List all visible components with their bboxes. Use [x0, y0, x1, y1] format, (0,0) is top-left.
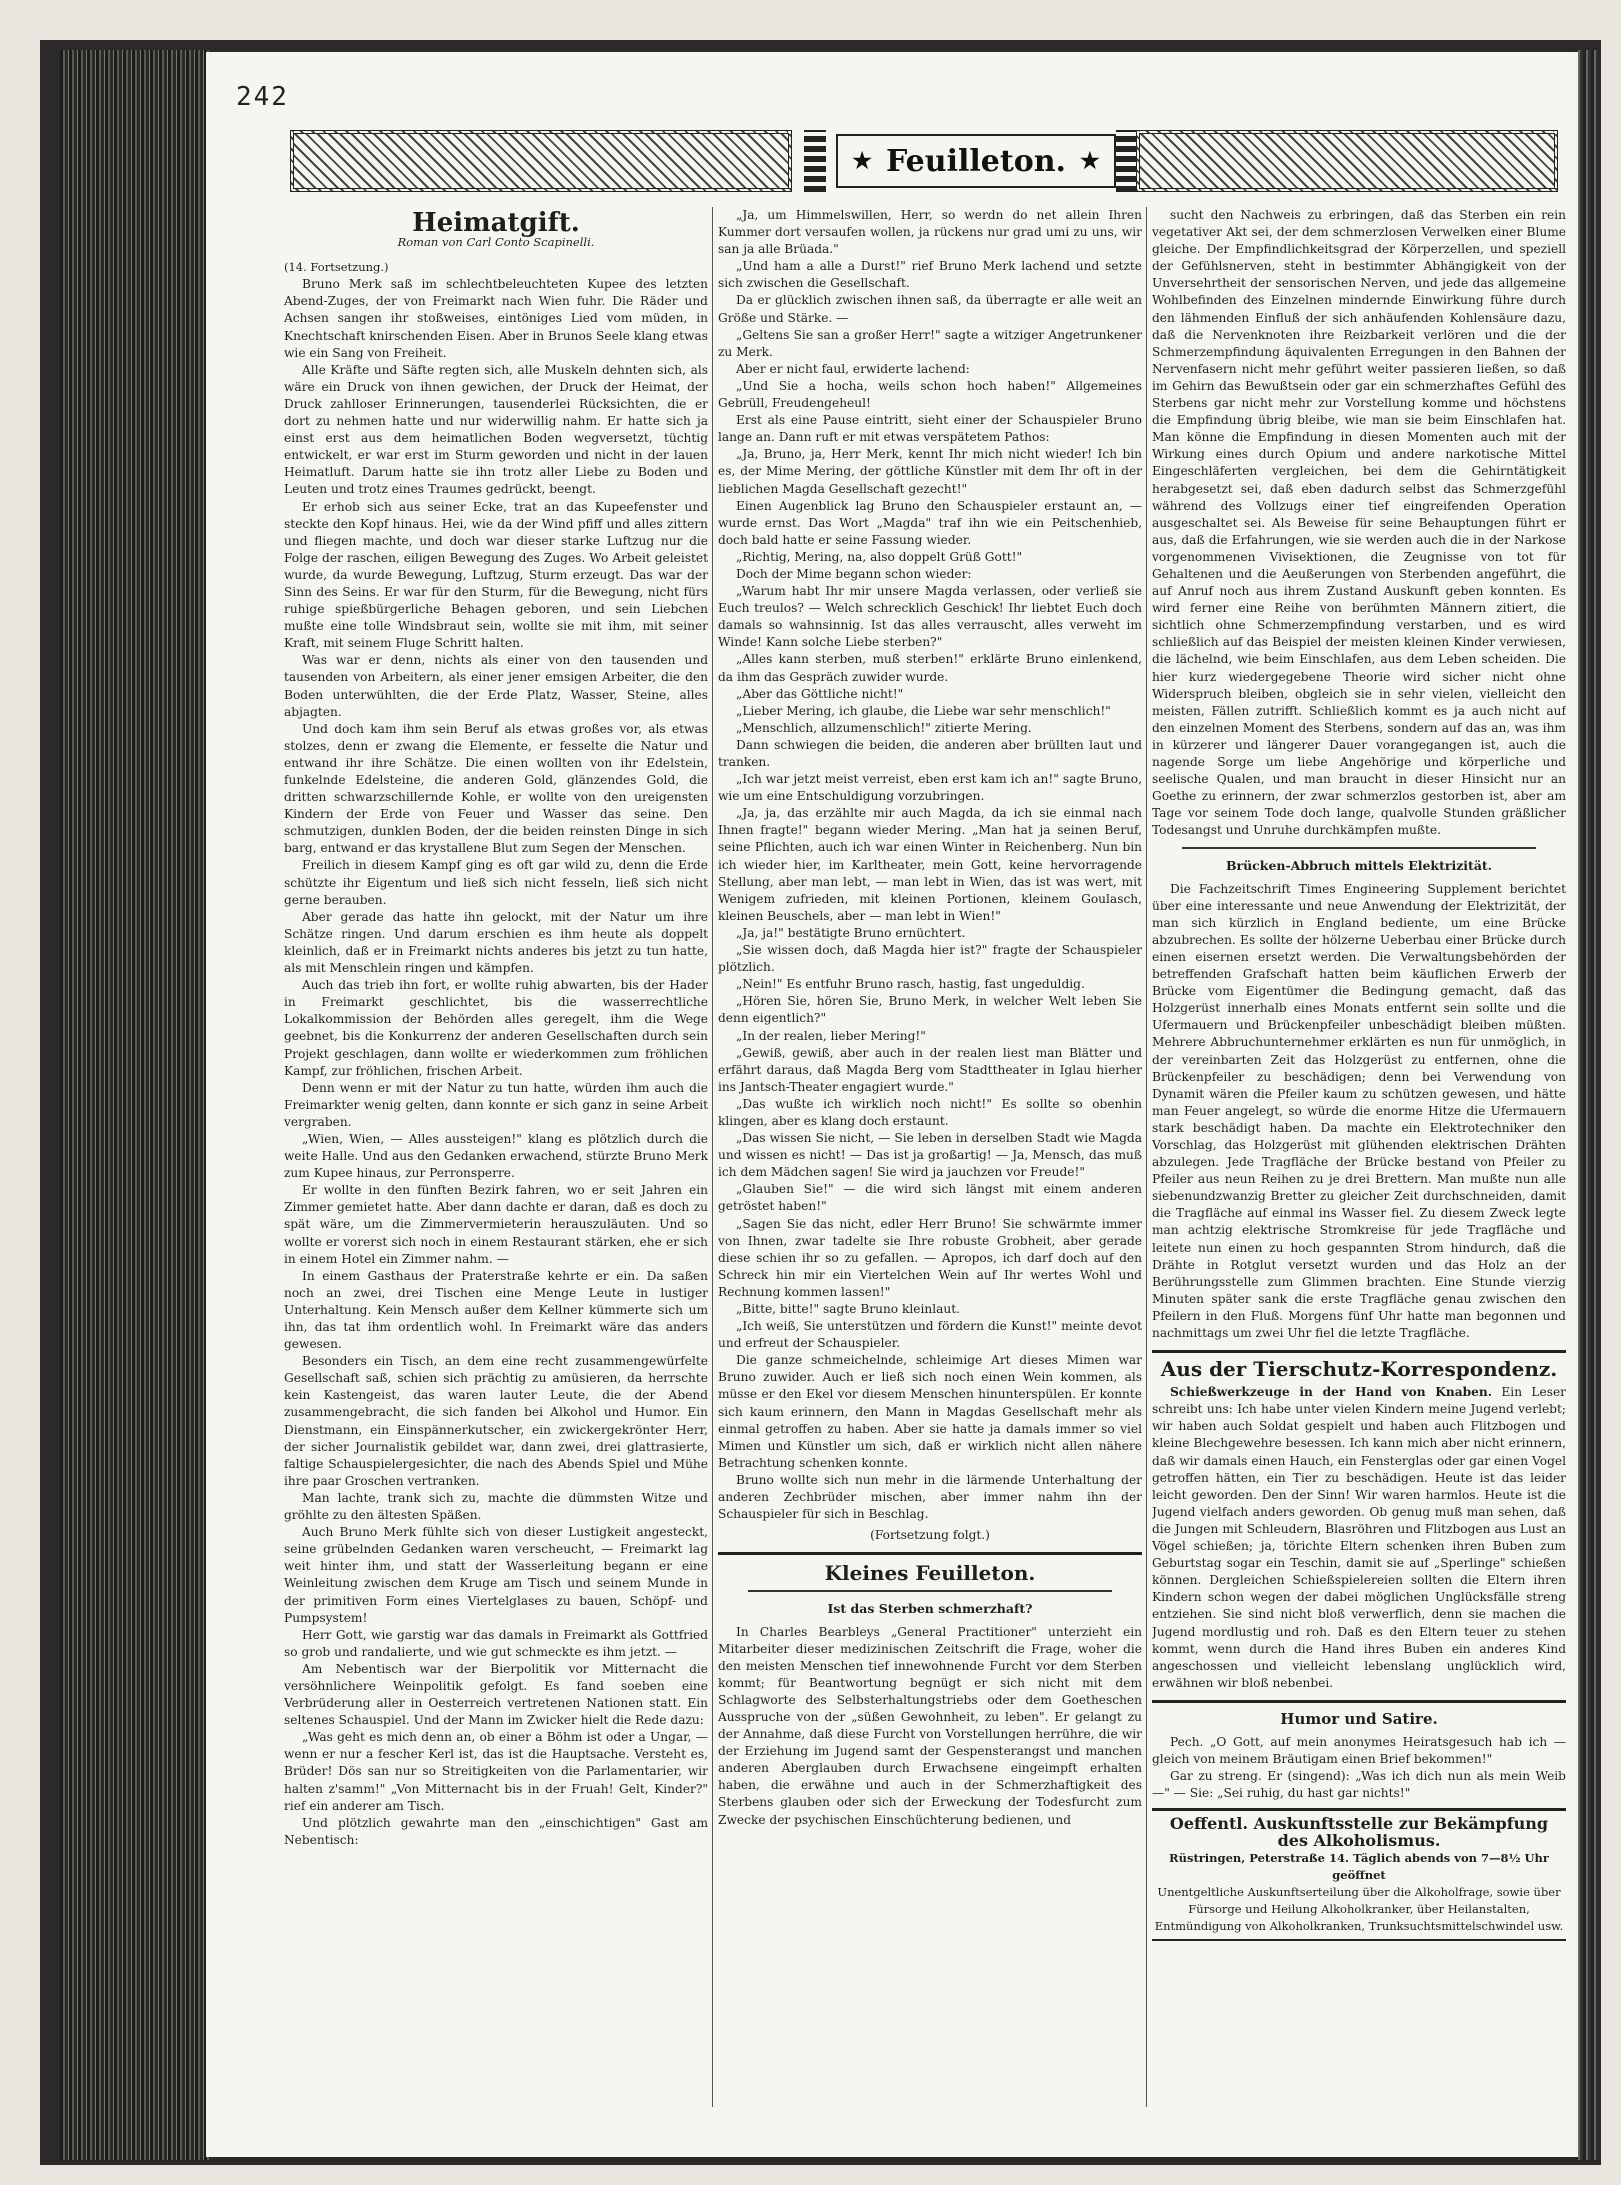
- paragraph: Aber gerade das hatte ihn gelockt, mit der Natur um ihre Schätze ringen. Und darum erschien es ihm heute als doppelt kleinlich, daß er in Freimarkt nichts anderes bis jetzt zu tun hatte, als mit Menschlein ringen und kämpfen.: [284, 909, 708, 976]
- page-stack-right-edge: [1575, 50, 1597, 2160]
- ornament-right: [1136, 130, 1558, 192]
- tierschutz-body: Ein Leser schreibt uns: Ich habe unter vielen Kindern meine Jugend verlebt; wir haben auch Soldat gespielt und haben auch Flitzbogen und kleine Blechgewehre besessen. Ich kann mich aber nicht erinnern, daß wir damals einen Hauch, ein Fensterglas oder gar einen Vogel getroffen hätten, ein Tier zu beschädigen. Heute ist das leider leicht geworden. Den der Sinn! Wir waren harmlos. Heute ist die Jugend vielfach anders geworden. Ob genug muß man sehen, daß die Jungen mit Schleudern, Blasröhren und Flitzbogen aus Lust an Vögel schießen; ja, törichte Eltern schenken ihren Buben zum Geburtstag sogar ein Teschin, damit sie auf „Sperlinge" schießen können. Dergleichen Schießspielereien sollten die Eltern ihren Kindern schon wegen der dabei möglichen Unglücksfälle streng entziehen. Sie sind nicht bloß verwerflich, denn sie machen die Jugend mordlustig und roh. Daß es den Eltern teuer zu stehen kommt, wenn durch die Hand ihres Buben ein anderes Kind angeschossen und vielleicht lebenslang unglücklich wird, erwähnen wir bloß nebenbei.: [1152, 1385, 1566, 1690]
- paragraph: Er wollte in den fünften Bezirk fahren, wo er seit Jahren ein Zimmer gemietet hatte. Aber dann dachte er daran, daß es doch zu spät wäre, um die Zimmervermieterin herauszuläuten. Und so wollte er vorerst sich noch in einem Restaurant stärken, ehe er sich in einem Hotel ein Zimmer nahm. —: [284, 1183, 708, 1266]
- ornament-post-right: [1116, 130, 1138, 192]
- paragraph: Die Fachzeitschrift Times Engineering Supplement berichtet über eine interessante und neue Anwendung der Elektrizität, der man sich kürzlich in England bediente, um eine Brücke abzubrechen. Es sollte der hölzerne Ueberbau einer Brücke durch einen eisernen ersetzt werden. Die Verwaltungsbehörden der betreffenden Grafschaft hatten beim käuflichen Erwerb der Brücke vom Eigentümer die Bedingung gemacht, daß das Holzgerüst innerhalb eines Monats entfernt sein sollte und die Ufermauern und Brückenpfeiler unbeschädigt bleiben müßten. Mehrere Abbruchunternehmer erklärten es nun für unmöglich, in der vereinbarten Zeit das Holzgerüst zu entfernen, ohne die Brückenpfeiler zu beschädigen; denn bei Verwendung von Dynamit wären die Pfeiler kaum zu schützen gewesen, und hätte man Feuer angelegt, so würde die enorme Hitze die Ufermauern stark beschädigt haben. Da machte ein Elektrotechniker den Vorschlag, das Holzgerüst mit glühenden elektrischen Drähten abzulegen. Jede Tragfläche der Brücke bestand von Pfeiler zu Pfeiler aus neun Reihen zu je drei Brettern. Man mußte nun alle siebenundzwanzig Bretter zu gleicher Zeit durchschneiden, damit die Tragfläche auf einmal ins Wasser fiel. Zu diesem Zweck legte man achtzig elektrische Stromkreise für jede Tragfläche und leitete nun einen zu hoch gespannten Strom hindurch, daß die Drähte in Rotglut versetzt wurden und das Holz an der Berührungsstelle zum Glimmen brachten. Eine Stunde vierzig Minuten später sank die erste Tragfläche genau zwischen den Pfeilern in den Fluß. Morgens fünf Uhr hatte man begonnen und nachmittags um zwei Uhr fiel die letzte Tragfläche.: [1152, 881, 1566, 1340]
- ornament-left: [290, 130, 792, 192]
- paragraph: „Ich war jetzt meist verreist, eben erst kam ich an!" sagte Bruno, wie um eine Entschuldigung vorzubringen.: [718, 772, 1142, 804]
- column-rule: [1146, 207, 1147, 2107]
- installment-note: (14. Fortsetzung.): [284, 260, 389, 275]
- paragraph: Bruno wollte sich nun mehr in die lärmende Unterhaltung der anderen Zechbrüder mischen, aber immer nahm ihn der Schauspieler für sich in Beschlag.: [718, 1472, 1142, 1522]
- paragraph: Was war er denn, nichts als einer von den tausenden und tausenden von Arbeitern, als einer jener emsigen Arbeiter, die den Boden unterwühlten, die der Erde Platz, Wasser, Steine, alles abjagten.: [284, 653, 708, 719]
- paragraph: „Richtig, Mering, na, also doppelt Grüß Gott!": [736, 549, 1023, 564]
- section-title: Feuilleton.: [886, 143, 1066, 179]
- paragraph: Bruno Merk saß im schlechtbeleuchteten Kupee des letzten Abend-Zuges, der von Freimarkt nach Wien fuhr. Die Räder und Achsen sangen ihr stoßweises, eintöniges Lied vom müden, in Knechtschaft knirschenden Eisen. Aber in Brunos Seele klang etwas wie ein Sang von Freiheit.: [284, 277, 708, 360]
- paragraph: Doch der Mime begann schon wieder:: [736, 566, 972, 581]
- article-title-sterben: Ist das Sterben schmerzhaft?: [827, 1601, 1033, 1617]
- humor-item: Pech. „O Gott, auf mein anonymes Heiratsgesuch hab ich — gleich von meinem Bräutigam einen Brief bekommen!": [1152, 1734, 1566, 1767]
- star-icon: ★: [1079, 148, 1100, 174]
- page-number: 242: [236, 82, 289, 112]
- paragraph: Freilich in diesem Kampf ging es oft gar wild zu, denn die Erde schützte ihr Eigentum und ließ sich nicht fesseln, ließ sich nicht gerne berauben.: [284, 858, 708, 907]
- divider: [1152, 1350, 1566, 1353]
- novel-byline: Roman von Carl Conto Scapinelli.: [397, 235, 595, 250]
- paragraph: Die ganze schmeichelnde, schleimige Art dieses Mimen war Bruno zuwider. Auch er ließ sich noch einen Wein kommen, als müsse er den Ekel vor diesem Menschen hinunterspülen. Er konnte sich kaum erinnern, den Mann in Magdas Gesellschaft mehr als einmal getroffen zu haben. Aber sie hatte ja damals immer so viel Mimen und Künstler um sich, daß er wirklich nicht allen nähere Betrachtung schenken konnte.: [718, 1353, 1142, 1470]
- divider: [1182, 847, 1536, 849]
- continuation-note: (Fortsetzung folgt.): [870, 1528, 990, 1543]
- column-2: [718, 207, 1142, 2112]
- paragraph: Da er glücklich zwischen ihnen saß, da überragte er alle weit an Größe und Stärke. —: [718, 293, 1142, 325]
- paragraph: Er erhob sich aus seiner Ecke, trat an das Kupeefenster und steckte den Kopf hinaus. Hei, wie da der Wind pfiff und alles zittern und fliegen machte, und doch war dieser starke Luftzug nur die Folge der raschen, eiligen Bewegung des Zuges. Wo Arbeit geleistet wurde, da wurde Bewegung, Luftzug, Sturm erzeugt. Das war der Sinn des Seins. Er war für den Sturm, für die Bewegung, nicht fürs ruhige spießbürgerliche Behagen geboren, und sein Liebchen mußte eine tolle Windsbraut sein, wollte sie mit ihm, mit seiner Kraft, mit seinem Fluge Schritt halten.: [284, 499, 708, 651]
- paragraph: Auch das trieb ihn fort, er wollte ruhig abwarten, bis der Hader in Freimarkt geschlichtet, bis die wasserrechtliche Lokalkommission der Behörden alles geregelt, ihm die Wege geebnet, bis die Konkurrenz der anderen Gesellschaften durch sein Projekt geschlagen, dann wollte er wiederkommen zum fröhlichen Kampf, zur fröhlichen, frischen Arbeit.: [284, 978, 708, 1078]
- paragraph: Besonders ein Tisch, an dem eine recht zusammengewürfelte Gesellschaft saß, schien sich prächtig zu amüsieren, da herrschte kein Kastengeist, das waren lauter Leute, die der Abend zusammengebracht, die sich fanden bei Alkohol und Humor. Ein Dienstmann, ein Einspännerkutscher, ein zwickergekrönter Herr, der sicher Journalistik gebildet war, dann zwei, drei glattrasierte, faltige Schauspielergesichter, die nach des Abends Spiel und Mühe ihre paar Groschen vertranken.: [284, 1354, 708, 1488]
- article-text-sterben: [718, 1624, 1142, 1829]
- ad-address: Rüstringen, Peterstraße 14. Täglich abends von 7—8½ Uhr geöffnet: [1169, 1850, 1549, 1882]
- column-1: [284, 207, 708, 2112]
- paragraph: „Menschlich, allzumenschlich!" zitierte Mering.: [736, 720, 1032, 735]
- paragraph: „Das wußte ich wirklich noch nicht!" Es sollte so obenhin klingen, aber es klang doch erstaunt.: [718, 1096, 1142, 1128]
- paragraph: „Ja, Bruno, ja, Herr Merk, kennt Ihr mich nicht wieder! Ich bin es, der Mime Mering, der göttliche Künstler mit dem Ihr oft in der lieblichen Magda Gesellschaft gezecht!": [718, 447, 1142, 496]
- paragraph: „Alles kann sterben, muß sterben!" erklärte Bruno einlenkend, da ihm das Gespräch zuwider wurde.: [718, 652, 1142, 684]
- section-header: [836, 134, 1116, 188]
- paragraph: Auch Bruno Merk fühlte sich von dieser Lustigkeit angesteckt, seine grübelnden Gedanken waren verscheucht, — Freimarkt lag weit hinter ihm, und statt der Wasserleitung begann er eine Weinleitung zwischen dem Kruge am Tisch und seinem Munde in der primitiven Form eines Viertelglases zu bauen, Schöpf- und Pumpsystem!: [284, 1525, 708, 1625]
- paragraph: „Sie wissen doch, daß Magda hier ist?" fragte der Schauspieler plötzlich.: [718, 943, 1142, 975]
- tierschutz-text: [1152, 1384, 1566, 1692]
- paragraph: „Ich weiß, Sie unterstützen und fördern die Kunst!" meinte devot und erfreut der Schauspieler.: [718, 1319, 1142, 1351]
- paragraph: In Charles Bearbleys „General Practitioner" unterzieht ein Mitarbeiter dieser medizinischen Zeitschrift die Frage, woher die den meisten Menschen tief innewohnende Furcht vor dem Sterben kommt; für Beantwortung begnügt er sich nicht mit dem Schlagworte des Selbsterhaltungstriebs oder dem Goetheschen Ausspruche von der „süßen Gewohnheit, zu leben". Er gelangt zu der Annahme, daß diese Furcht von Vorstellungen herrühre, die wir der Erziehung im Jugend samt der Gespensterangst und manchen anderen Aberglauben durch Erwachsene eingeimpft erhalten haben, die erwähne und auch in der Schmerzhaftigkeit des Sterbens glauben oder sich der Erweckung der Todesfurcht zum Zwecke der psychischen Einschüchterung bedienen, und: [718, 1624, 1142, 1827]
- paragraph: „Hören Sie, hören Sie, Bruno Merk, in welcher Welt leben Sie denn eigentlich?": [718, 994, 1142, 1026]
- paragraph: sucht den Nachweis zu erbringen, daß das Sterben ein rein vegetativer Akt sei, der dem schmerzlosen Verwelken einer Blume gleiche. Der Empfindlichkeitsgrad der Körperzellen, und speziell der Gefühlsnerven, steht in bestimmter Abhängigkeit von der Unversehrtheit der sensorischen Nerven, und jede das allgemeine Wohlbefinden des Einzelnen mindernde Einwirkung führe durch den lähmenden Einfluß der sich anhäufenden Kohlensäure dazu, daß die Nervenknoten ihre Reizbarkeit verlören und die der Schmerzempfindung äquivalenten Erregungen in den Bahnen der Nervenfasern nicht mehr geführt weiter passieren ließen, so daß im Gehirn das Bewußtsein oder gar ein schmerzhaftes Gefühl des Sterbens gar nicht mehr zur Vorstellung komme und höchstens die Empfindung übrig bleibe, wie man sie beim Einschlafen hat. Man könne die Empfindung in diesen Momenten auch mit der Wirkung eines durch Opium und andere narkotische Mittel Eingeschläferten vergleichen, bei dem die Gehirntätigkeit herabgesetzt sei, daß eben dadurch selbst das Schmerzgefühl während des Vollzugs einer tief eingreifenden Operation ausgeschaltet sei. Als Beweise für seine Behauptungen führt er aus, daß die Erfahrungen, wie sie werden auch die in der Narkose vorgenommenen Vivisektionen, die Zeugnisse von tot für Gehaltenen und die Aeußerungen von Sterbenden angeführt, die auf Anruf noch aus ihrem Zustand Auskunft geben konnten. Es wird ferner eine Reihe von berühmten Männern zitiert, die sichtlich ohne Schmerzempfindung verstarben, und es wird schließlich auf das Beispiel der meisten kleinen Kinder verwiesen, die lächelnd, wie beim Einschlafen, aus dem Leben scheiden. Die hier kurz wiedergegebene Theorie wird sicher nicht ohne Widerspruch bleiben, obgleich sie in sehr vielen, vielleicht den meisten, Fällen zutrifft. Schließlich kommt es ja auch nicht auf den einzelnen Moment des Sterbens, sondern auf das an, was ihm in kürzerer und längerer Dauer vorangegangen ist, auch die nagende Sorge um liebe Angehörige und körperliche und seelische Qualen, und man braucht in dieser Hinsicht nur an Goethe zu erinnern, der zwar schmerzlos gestorben ist, aber am Tage vor seinem Tode doch lange, qualvolle Stunden gräßlicher Todesangst und Unruhe durchkämpfen mußte.: [1152, 208, 1566, 838]
- paragraph: „Das wissen Sie nicht, — Sie leben in derselben Stadt wie Magda und wissen es nicht! — Das ist ja großartig! — Ja, Mensch, das muß ich dem Mädchen sagen! Sie wird ja jauchzen vor Freude!": [718, 1131, 1142, 1180]
- novel-text: [284, 276, 708, 1849]
- advertisement: [1152, 1808, 1566, 1941]
- paragraph: Am Nebentisch war der Bierpolitik vor Mitternacht die versöhnlichere Weinpolitik gefolgt. Es fand soeben eine Verbrüderung aller in Oesterreich vertretenen Nationen statt. Ein seltenes Schauspiel. Und der Mann im Zwicker hielt die Rede dazu:: [284, 1661, 708, 1728]
- ornament-post-left: [804, 130, 826, 192]
- paragraph: Erst als eine Pause eintritt, sieht einer der Schauspieler Bruno lange an. Dann ruft er mit etwas verspätetem Pathos:: [718, 413, 1142, 445]
- kleines-feuilleton-title: Kleines Feuilleton.: [824, 1561, 1036, 1586]
- paragraph: Herr Gott, wie garstig war das damals in Freimarkt als Gottfried so grob und randalierte, und wie gut schmeckte es ihm jetzt. —: [284, 1627, 708, 1659]
- column-rule: [712, 207, 713, 2107]
- paragraph: Alle Kräfte und Säfte regten sich, alle Muskeln dehnten sich, als wäre ein Druck von ihnen gewichen, der Druck der Heimat, der Druck zahlloser Erinnerungen, tausenderlei Rücksichten, die er dort zu nehmen hatte und nur widerwillig nahm. Er hatte sich ja einst erst aus dem heimatlichen Boden wegversetzt, tüchtig entwickelt, er war erst im Sturm geworden und nicht in der lauen Heimatluft. Darum hatte sie ihn trotz aller Liebe zu Boden und Leuten und trotz eines Traumes gedrückt, beengt.: [284, 362, 708, 497]
- paragraph: „Und ham a alle a Durst!" rief Bruno Merk lachend und setzte sich zwischen die Gesellschaft.: [718, 259, 1142, 291]
- paragraph: „Und Sie a hocha, weils schon hoch haben!" Allgemeines Gebrüll, Freudengeheul!: [718, 378, 1142, 411]
- paragraph: „Aber das Göttliche nicht!": [736, 686, 904, 701]
- article-text-bruecke: [1152, 881, 1566, 1343]
- novel-text-continued: [718, 207, 1142, 1523]
- paragraph: „Wien, Wien, — Alles aussteigen!" klang es plötzlich durch die weite Halle. Und aus den Gedanken erwachend, stürzte Bruno Merk zum Kupee hinaus, zur Perronsperre.: [284, 1131, 708, 1181]
- newspaper-page: [206, 52, 1578, 2157]
- article-title-bruecke: Brücken-Abbruch mittels Elektrizität.: [1225, 858, 1493, 874]
- paragraph: „Ja, ja, das erzählte mir auch Magda, da ich sie einmal nach Ihnen fragte!" begann wieder Mering. „Man hat ja seinen Beruf, seine Pflichten, auch ich war einen Winter in Reichenberg. Nun bin ich wieder hier, im Karltheater, mein Gott, keine hervorragende Stellung, aber man lebt, — man lebt in Wien, das ist was wert, mit Wenigem zufrieden, mit kleinen Portionen, kleinem Goulasch, kleinen Beuschels, aber — man lebt in Wien!": [718, 806, 1142, 923]
- star-icon: ★: [852, 148, 873, 174]
- paragraph: „Bitte, bitte!" sagte Bruno kleinlaut.: [736, 1302, 961, 1316]
- paragraph: „In der realen, lieber Mering!": [736, 1028, 926, 1043]
- column-3: [1152, 207, 1566, 2112]
- paragraph: Und plötzlich gewahrte man den „einschichtigen" Gast am Nebentisch:: [284, 1815, 708, 1847]
- paragraph: „Glauben Sie!" — die wird sich längst mit einem anderen getröstet haben!": [718, 1182, 1142, 1214]
- novel-title: Heimatgift.: [412, 208, 580, 238]
- divider: [1152, 1700, 1566, 1703]
- ad-title: Oeffentl. Auskunftsstelle zur Bekämpfung des Alkoholismus.: [1169, 1814, 1549, 1851]
- humor-item: Gar zu streng. Er (singend): „Was ich dich nun als mein Weib —" — Sie: „Sei ruhig, du hast gar nichts!": [1152, 1769, 1566, 1801]
- paragraph: „Lieber Mering, ich glaube, die Liebe war sehr menschlich!": [736, 703, 1111, 718]
- paragraph: „Warum habt Ihr mir unsere Magda verlassen, oder verließ sie Euch treulos? — Welch schrecklich Geschick! Ihr liebtet Euch doch damals so wahnsinnig. Ist das alles verrauscht, alles verweht im Winde! Kann solche Liebe sterben?": [718, 584, 1142, 650]
- tierschutz-title: Aus der Tierschutz-Korrespondenz.: [1160, 1357, 1558, 1382]
- paragraph: Und doch kam ihm sein Beruf als etwas großes vor, als etwas stolzes, denn er zwang die Elemente, er fesselte die Natur und entwand ihr ihre Schätze. Die einen wollten von ihr Edelstein, funkelnde Edelsteine, die anderen Gold, glänzendes Gold, die dritten schwarzschillernde Kohle, er wollte von den ureigensten Kindern der Erde von Feuer und Wasser das seine. Den schmutzigen, dunklen Boden, der die beiden reinsten Dinge in sich barg, entwand er das krystallene Blut zum Segen der Menschen.: [284, 721, 708, 856]
- article-text-sterben-continued: [1152, 207, 1566, 839]
- paragraph: Aber er nicht faul, erwiderte lachend:: [736, 361, 970, 376]
- paragraph: Einen Augenblick lag Bruno den Schauspieler erstaunt an, — wurde ernst. Das Wort „Magda" traf ihn wie ein Peitschenhieb, doch bald hatte er seine Fassung wieder.: [718, 498, 1142, 547]
- paragraph: Man lachte, trank sich zu, machte die dümmsten Witze und gröhlte zu den ältesten Späßen.: [284, 1490, 708, 1523]
- paragraph: „Sagen Sie das nicht, edler Herr Bruno! Sie schwärmte immer von Ihnen, zwar tadelte sie Ihre robuste Grobheit, aber gerade diese schien ihr so zu gefallen. — Apropos, ich darf doch auf den Schreck hin mir ein Viertelchen Wein auf Ihr wertes Wohl und Rechnung kommen lassen!": [718, 1216, 1142, 1299]
- divider: [748, 1590, 1112, 1592]
- paragraph: „Ja, um Himmelswillen, Herr, so werdn do net allein Ihren Kummer dort versaufen wollen, ja rückens nur grad umi zu uns, wir san ja alle Brüada.": [718, 208, 1142, 257]
- paragraph: „Geltens Sie san a großer Herr!" sagte a witziger Angetrunkener zu Merk.: [718, 327, 1142, 359]
- paragraph: In einem Gasthaus der Praterstraße kehrte er ein. Da saßen noch an zwei, drei Tischen eine Menge Leute in lustiger Unterhaltung. Kein Mensch außer dem Kellner kümmerte sich um ihn, das tat ihm ordentlich wohl. In Freimarkt wäre das anders gewesen.: [284, 1268, 708, 1352]
- humor-items: [1152, 1734, 1566, 1802]
- tierschutz-lead: Schießwerkzeuge in der Hand von Knaben.: [1170, 1385, 1493, 1400]
- page-stack-edge: [60, 50, 210, 2160]
- ad-text: Unentgeltliche Auskunftserteilung über die Alkoholfrage, sowie über Fürsorge und Heilung Alkoholkranker, über Heilanstalten, Entmündigung von Alkoholkranken, Trunksuchtsmittelschwindel usw.: [1154, 1884, 1564, 1933]
- paragraph: „Gewiß, gewiß, aber auch in der realen liest man Blätter und erfährt daraus, daß Magda Berg vom Stadttheater in Iglau hierher ins Jantsch-Theater engagiert wurde.": [718, 1045, 1142, 1094]
- paragraph: „Ja, ja!" bestätigte Bruno ernüchtert.: [736, 925, 966, 940]
- humor-title: Humor und Satire.: [1280, 1709, 1438, 1728]
- paragraph: Dann schwiegen die beiden, die anderen aber brüllten laut und tranken.: [718, 737, 1142, 769]
- divider: [718, 1552, 1142, 1555]
- paragraph: „Nein!" Es entfuhr Bruno rasch, hastig, fast ungeduldig.: [736, 977, 1085, 992]
- paragraph: Denn wenn er mit der Natur zu tun hatte, würden ihm auch die Freimarkter wenig gelten, dann konnte er sich ganz in seine Arbeit vergraben.: [284, 1080, 708, 1129]
- paragraph: „Was geht es mich denn an, ob einer a Böhm ist oder a Ungar, — wenn er nur a fescher Kerl ist, das ist die Hauptsache. Versteht es, Brüder! Dös san nur so Streitigkeiten von die Parlamentarier, wir halten z'samm!" „Von Mitternacht bis in der Fruah! Gelt, Kinder?" rief ein anderer am Tisch.: [284, 1730, 708, 1813]
